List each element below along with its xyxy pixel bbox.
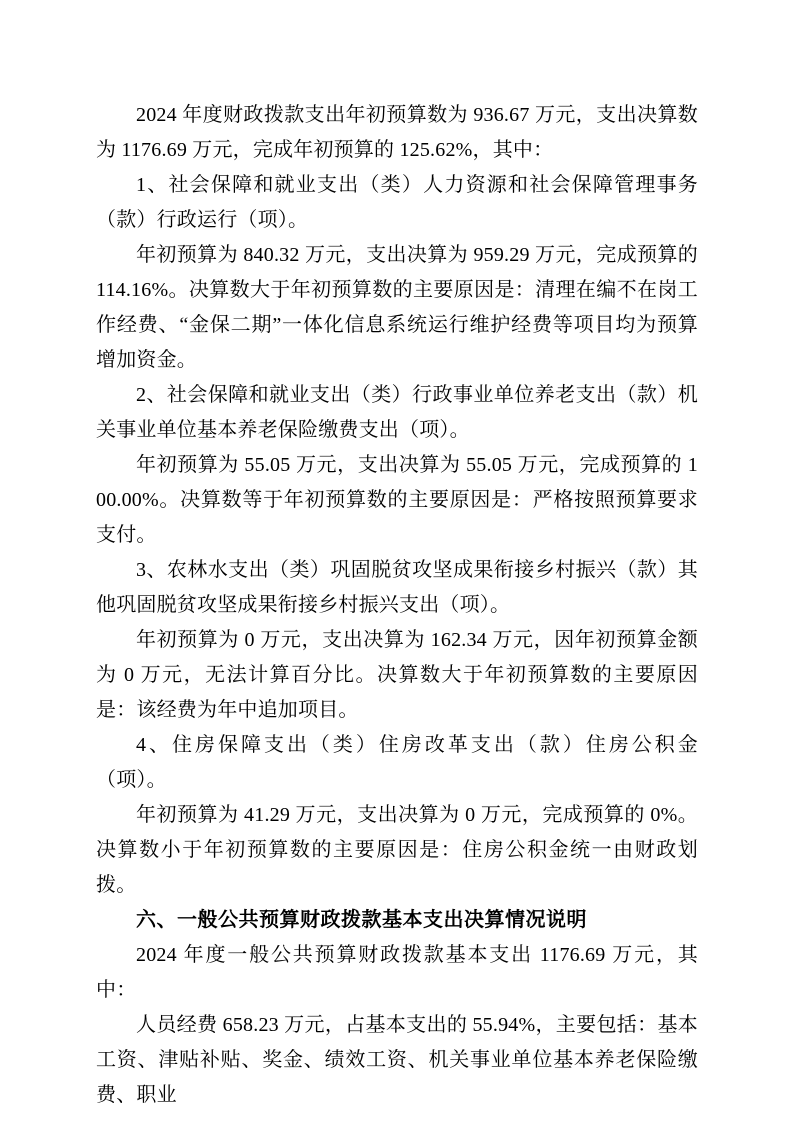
- para-item2-detail: 年初预算为 55.05 万元，支出决算为 55.05 万元，完成预算的 100.00%。决算数等于年初预算数的主要原因是：严格按照预算要求支付。: [96, 454, 698, 546]
- para-item3-category: 3、农林水支出（类）巩固脱贫攻坚成果衔接乡村振兴（款）其他巩固脱贫攻坚成果衔接乡村振兴支出（项）。: [96, 559, 698, 616]
- para-item1-category: 1、社会保障和就业支出（类）人力资源和社会保障管理事务（款）行政运行（项）。: [96, 174, 698, 231]
- para-fiscal-expenditure-overview: 2024 年度财政拨款支出年初预算数为 936.67 万元，支出决算数为 1176.69 万元，完成年初预算的 125.62%，其中：: [96, 104, 698, 161]
- para-item1-detail: 年初预算为 840.32 万元，支出决算为 959.29 万元，完成预算的 114.16%。决算数大于年初预算数的主要原因是：清理在编不在岗工作经费、“金保二期”一体化信息系统运行维护经费等项目均为预算增加资金。: [96, 244, 698, 371]
- para-item4-detail: 年初预算为 41.29 万元，支出决算为 0 万元，完成预算的 0%。决算数小于年初预算数的主要原因是：住房公积金统一由财政划拨。: [96, 804, 698, 896]
- para-item2-category: 2、社会保障和就业支出（类）行政事业单位养老支出（款）机关事业单位基本养老保险缴费支出（项）。: [96, 384, 698, 441]
- document-body: [96, 98, 698, 1113]
- para-personnel-expense: 人员经费 658.23 万元，占基本支出的 55.94%，主要包括：基本工资、津贴补贴、奖金、绩效工资、机关事业单位基本养老保险缴费、职业: [96, 1014, 698, 1106]
- para-item4-category: 4、住房保障支出（类）住房改革支出（款）住房公积金（项）。: [96, 734, 698, 791]
- heading-section-six: 六、一般公共预算财政拨款基本支出决算情况说明: [136, 909, 587, 931]
- para-basic-expenditure-overview: 2024 年度一般公共预算财政拨款基本支出 1176.69 万元，其中：: [96, 944, 698, 1001]
- para-item3-detail: 年初预算为 0 万元，支出决算为 162.34 万元，因年初预算金额为 0 万元，无法计算百分比。决算数大于年初预算数的主要原因是：该经费为年中追加项目。: [96, 629, 698, 721]
